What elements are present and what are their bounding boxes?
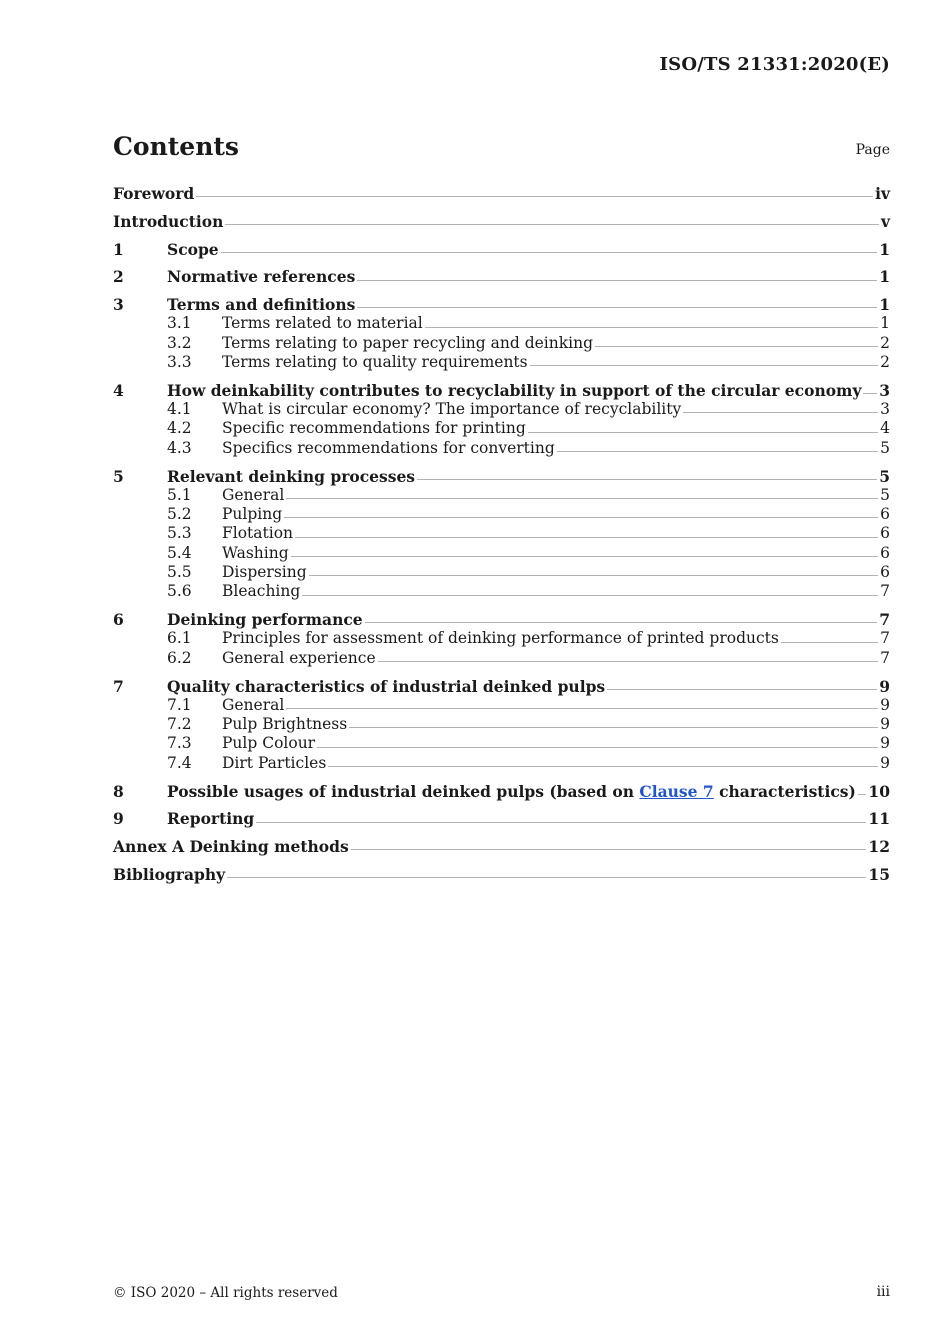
dot-leader — [286, 707, 878, 710]
entry-page-number: 7 — [880, 648, 890, 667]
entry-page-number: 9 — [880, 695, 890, 714]
entry-number: 7.4 — [167, 753, 192, 772]
entry-number: 8 — [113, 781, 124, 801]
toc-entry[interactable] — [113, 240, 890, 259]
toc-entry[interactable] — [113, 295, 890, 314]
entry-number: 7.1 — [167, 695, 192, 714]
dot-leader — [781, 641, 878, 644]
entry-page-number: 10 — [868, 781, 890, 801]
entry-title: Specific recommendations for printing — [222, 419, 526, 438]
toc-subentry[interactable] — [113, 486, 890, 505]
toc-section — [113, 782, 890, 801]
toc-entry[interactable] — [113, 782, 890, 801]
toc-subentry[interactable] — [113, 696, 890, 715]
entry-title: Terms relating to paper recycling and deinking — [222, 333, 593, 352]
dot-leader — [425, 326, 878, 329]
entry-number: 6.1 — [167, 629, 192, 648]
toc-section — [113, 837, 890, 856]
dot-leader — [196, 195, 873, 198]
copyright-notice: © ISO 2020 – All rights reserved — [113, 1285, 338, 1301]
toc-entry[interactable] — [113, 809, 890, 828]
toc-section — [113, 677, 890, 773]
toc-entry[interactable] — [113, 677, 890, 696]
entry-page-number: 1 — [879, 239, 890, 259]
dot-leader — [858, 793, 867, 796]
dot-leader — [595, 345, 878, 348]
entry-number: 5.2 — [167, 505, 192, 524]
dot-leader — [227, 876, 866, 879]
dot-leader — [607, 688, 877, 691]
toc-entry[interactable] — [113, 381, 890, 400]
dot-leader — [309, 574, 878, 577]
entry-page-number: 3 — [879, 380, 890, 400]
toc-subentry[interactable] — [113, 505, 890, 524]
entry-title-text: Possible usages of industrial deinked pulps (based on — [167, 781, 640, 801]
dot-leader — [221, 251, 878, 254]
entry-page-number: 15 — [868, 864, 890, 884]
entry-number: 6.2 — [167, 648, 192, 667]
entry-title: Relevant deinking processes — [167, 466, 416, 486]
entry-number: 3.3 — [167, 353, 192, 372]
entry-number: 4 — [113, 380, 124, 400]
entry-page-number: 5 — [880, 438, 890, 457]
entry-number: 4.3 — [167, 438, 192, 457]
entry-page-number: 9 — [880, 715, 890, 734]
dot-leader — [302, 594, 878, 597]
entry-title-text: characteristics) — [713, 781, 856, 801]
entry-title: General — [222, 695, 285, 714]
entry-number: 5.5 — [167, 563, 192, 582]
entry-page-number: 11 — [868, 809, 890, 829]
entry-title: Introduction — [113, 211, 224, 231]
toc-section — [113, 809, 890, 828]
toc-subentry[interactable] — [113, 439, 890, 458]
entry-title: Principles for assessment of deinking performance of printed products — [222, 629, 779, 648]
entry-page-number: 6 — [880, 563, 890, 582]
dot-leader — [683, 411, 878, 414]
toc-section — [113, 381, 890, 458]
toc-section — [113, 212, 890, 231]
entry-number: 7 — [113, 676, 124, 696]
entry-number: 7.3 — [167, 734, 192, 753]
dot-leader — [328, 765, 878, 768]
entry-page-number: 1 — [880, 314, 890, 333]
toc-entry[interactable] — [113, 865, 890, 884]
entry-number: 4.1 — [167, 400, 192, 419]
dot-leader — [295, 536, 878, 539]
dot-leader — [378, 660, 878, 663]
entry-title: Quality characteristics of industrial deinked pulps — [167, 676, 606, 696]
entry-title: Reporting — [167, 809, 255, 829]
toc-subentry[interactable] — [113, 544, 890, 563]
entry-title — [167, 782, 856, 801]
entry-number: 5 — [113, 466, 124, 486]
toc-subentry[interactable] — [113, 715, 890, 734]
entry-title: Pulp Brightness — [222, 715, 348, 734]
toc-subentry[interactable] — [113, 524, 890, 543]
toc-section — [113, 240, 890, 259]
dot-leader — [557, 450, 878, 453]
entry-number: 4.2 — [167, 419, 192, 438]
entry-title: Normative references — [167, 267, 356, 287]
entry-title: Dispersing — [222, 563, 307, 582]
entry-title: Flotation — [222, 524, 294, 543]
toc-subentry[interactable] — [113, 563, 890, 582]
toc-subentry[interactable] — [113, 629, 890, 648]
toc-subentry[interactable] — [113, 314, 890, 333]
contents-heading: Contents — [113, 132, 240, 161]
dot-leader — [863, 392, 877, 395]
toc-section — [113, 865, 890, 884]
entry-page-number: 3 — [880, 400, 890, 419]
dot-leader — [317, 746, 878, 749]
entry-title: Terms and definitions — [167, 295, 356, 315]
entry-title: Dirt Particles — [222, 753, 327, 772]
toc-section — [113, 267, 890, 286]
dot-leader — [286, 497, 878, 500]
entry-number: 7.2 — [167, 715, 192, 734]
dot-leader — [351, 848, 867, 851]
entry-page-number: 7 — [880, 629, 890, 648]
entry-title: Specifics recommendations for converting — [222, 438, 555, 457]
entry-number: 5.3 — [167, 524, 192, 543]
entry-page-number: 1 — [879, 267, 890, 287]
toc-entry[interactable] — [113, 837, 890, 856]
toc-entry[interactable] — [113, 212, 890, 231]
toc-subentry[interactable] — [113, 400, 890, 419]
dot-leader — [349, 726, 878, 729]
toc-subentry[interactable] — [113, 582, 890, 601]
toc-subentry[interactable] — [113, 649, 890, 668]
toc-subentry[interactable] — [113, 334, 890, 353]
entry-number: 3 — [113, 295, 124, 315]
dot-leader — [365, 621, 878, 624]
toc-section — [113, 184, 890, 203]
entry-number: 5.4 — [167, 543, 192, 562]
dot-leader — [530, 364, 879, 367]
toc-section — [113, 467, 890, 602]
dot-leader — [417, 478, 877, 481]
entry-title: Scope — [167, 239, 219, 259]
toc-subentry[interactable] — [113, 734, 890, 753]
dot-leader — [225, 223, 879, 226]
entry-title: Bibliography — [113, 864, 226, 884]
dot-leader — [256, 821, 866, 824]
entry-page-number: 9 — [879, 676, 890, 696]
entry-title: Annex A Deinking methods — [113, 837, 349, 857]
entry-number: 5.1 — [167, 485, 192, 504]
clause-7-link[interactable]: Clause 7 — [639, 781, 714, 801]
entry-number: 9 — [113, 809, 124, 829]
entry-number: 2 — [113, 267, 124, 287]
page-number: iii — [876, 1284, 890, 1300]
toc-section — [113, 295, 890, 372]
toc-entry[interactable] — [113, 184, 890, 203]
toc-section — [113, 610, 890, 668]
page-column-label: Page — [855, 142, 890, 158]
entry-title: How deinkability contributes to recyclability in support of the circular economy — [167, 380, 862, 400]
entry-title: Terms relating to quality requirements — [222, 353, 528, 372]
toc-subentry[interactable] — [113, 353, 890, 372]
toc-entry[interactable] — [113, 610, 890, 629]
entry-page-number: 7 — [879, 610, 890, 630]
toc-subentry[interactable] — [113, 419, 890, 438]
toc-entry[interactable] — [113, 467, 890, 486]
entry-title: Pulp Colour — [222, 734, 316, 753]
entry-page-number: 6 — [880, 543, 890, 562]
entry-title: Deinking performance — [167, 610, 363, 630]
entry-title: Terms related to material — [222, 314, 423, 333]
entry-page-number: 6 — [880, 524, 890, 543]
entry-page-number: 12 — [868, 837, 890, 857]
table-of-contents — [113, 184, 890, 893]
entry-page-number: v — [880, 211, 890, 231]
entry-title: What is circular economy? The importance of recyclability — [222, 400, 682, 419]
dot-leader — [357, 306, 877, 309]
entry-page-number: 9 — [880, 753, 890, 772]
entry-number: 3.1 — [167, 314, 192, 333]
entry-page-number: 2 — [880, 333, 890, 352]
entry-page-number: 1 — [879, 295, 890, 315]
toc-entry[interactable] — [113, 267, 890, 286]
entry-page-number: 5 — [880, 485, 890, 504]
entry-title: Pulping — [222, 505, 283, 524]
dot-leader — [291, 555, 879, 558]
entry-page-number: 5 — [879, 466, 890, 486]
dot-leader — [284, 516, 878, 519]
toc-subentry[interactable] — [113, 754, 890, 773]
entry-page-number: 4 — [880, 419, 890, 438]
entry-number: 3.2 — [167, 333, 192, 352]
document-id: ISO/TS 21331:2020(E) — [659, 54, 890, 75]
entry-number: 1 — [113, 239, 124, 259]
entry-number: 5.6 — [167, 582, 192, 601]
entry-title: Bleaching — [222, 582, 301, 601]
dot-leader — [528, 431, 878, 434]
entry-page-number: 2 — [880, 353, 890, 372]
entry-page-number: 9 — [880, 734, 890, 753]
entry-title: General — [222, 485, 285, 504]
entry-page-number: iv — [875, 184, 890, 203]
entry-number: 6 — [113, 610, 124, 630]
entry-page-number: 6 — [880, 505, 890, 524]
entry-title: Washing — [222, 543, 289, 562]
entry-page-number: 7 — [880, 582, 890, 601]
entry-title: General experience — [222, 648, 376, 667]
entry-title: Foreword — [113, 184, 195, 203]
dot-leader — [357, 279, 877, 282]
